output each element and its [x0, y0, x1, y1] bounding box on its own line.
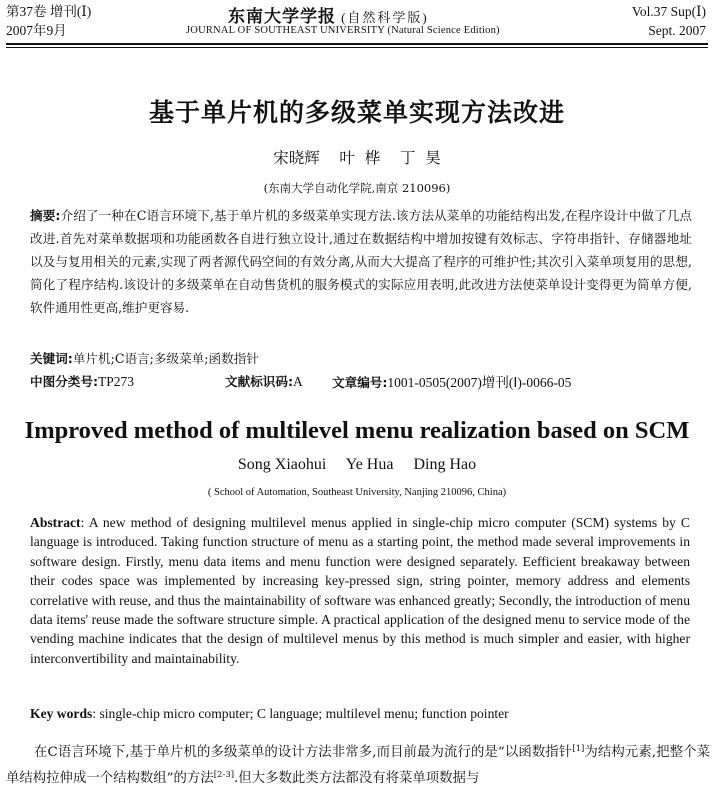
journal-edition-cn: (自然科学版)	[341, 10, 429, 25]
abstract-cn	[30, 204, 692, 319]
doccode-label: 文献标识码:	[225, 374, 294, 389]
volume-en: Vol.37 Sup(Ⅰ)	[631, 4, 706, 19]
authors-cn: 宋晓辉 叶 桦 丁 昊	[273, 149, 441, 167]
keywords-label-cn: 关键词:	[30, 351, 73, 366]
body-text-a: 在C语言环境下,基于单片机的多级菜单的设计方法非常多,而目前最为流行的是“以函数指针	[34, 745, 573, 760]
keywords-cn	[30, 348, 259, 367]
date-cn: 2007年9月	[6, 23, 67, 38]
keywords-text-en: : single-chip micro computer; C language; multilevel menu; function pointer	[92, 706, 509, 721]
body-text-b: 为结构元素,把整个菜单结构拉伸成一个结构数组”的方法	[6, 745, 710, 786]
body-text-c: .但大多数此类方法都没有将菜单项数据与	[234, 771, 480, 786]
affiliation-cn: (东南大学自动化学院,南京 210096)	[263, 181, 451, 195]
paper-title-cn: 基于单片机的多级菜单实现方法改进	[148, 98, 565, 127]
document-code	[225, 371, 303, 390]
body-paragraph-1	[6, 740, 710, 792]
article-label: 文章编号:	[332, 375, 388, 390]
keywords-en	[30, 706, 509, 722]
citation-2-3: [2-3]	[213, 770, 235, 780]
citation-1: [1]	[572, 744, 585, 754]
journal-name-cn: 东南大学学报	[228, 7, 336, 27]
keywords-label-en: Key words	[30, 706, 93, 721]
date-en: Sept. 2007	[648, 23, 706, 38]
authors-en: Song Xiaohui Ye Hua Ding Hao	[237, 456, 477, 473]
abstract-label-en: Abstract	[30, 515, 81, 530]
clc-number	[30, 371, 134, 390]
journal-title-en: JOURNAL OF SOUTHEAST UNIVERSITY (Natural Science Edition)	[186, 25, 500, 36]
clc-label: 中图分类号:	[30, 374, 99, 389]
journal-title-cn	[228, 2, 429, 27]
abstract-en	[30, 513, 690, 668]
doccode-value: A	[293, 374, 303, 389]
volume-cn: 第37卷 增刊(Ⅰ)	[6, 4, 92, 19]
abstract-text-cn: 介绍了一种在C语言环境下,基于单片机的多级菜单实现方法.该方法从菜单的功能结构出发,在程序设计中做了几点改进.首先对菜单数据项和功能函数各自进行独立设计,通过在数据结构中增加按键有效标志、字符串指针、存储器地址以及与复用相关的元素,实现了两者源代码空间的有效分离,从而大大提高了程序的可维护性;其次引入菜单项复用的思想,简化了程序结构.该设计的多级菜单在自动售货机的服务模式的实际应用表明,此改进方法使菜单设计变得更为简单方便,软件通用性更高,维护更容易.	[30, 208, 692, 315]
affiliation-en: ( School of Automation, Southeast University, Nanjing 210096, China)	[207, 487, 507, 498]
keywords-text-cn: 单片机;C语言;多级菜单;函数指针	[72, 351, 259, 366]
clc-value: TP273	[98, 374, 135, 389]
abstract-text-en: : A new method of designing multilevel menus applied in single-chip micro computer (SCM) systems by C language is introduced. Taking function structure of menu as a starting point, the method made several improvements in software design. Firstly, menu data items and menu function were designed separately. Eefficient breakaway between their codes space was implemented by increasing key-pressed sign, string pointer, memory address and elements correlative with reuse, and thus the maintainability of software was enhanced greatly; Secondly, the introduction of menu data items' reuse made the software structure simple. A practical application of the designed menu to service mode of the vending machine indicates that the design of multilevel menus by this method is much simpler and easier, with higher interconvertibility and maintainability.	[30, 515, 690, 666]
article-value: 1001-0505(2007)增刊(Ⅰ)-0066-05	[387, 375, 572, 390]
abstract-label-cn: 摘要:	[30, 208, 61, 223]
article-number	[332, 371, 571, 391]
header-rule-thin	[6, 47, 708, 48]
header-rule-thick	[6, 43, 708, 45]
paper-title-en: Improved method of multilevel menu realization based on SCM	[24, 417, 690, 444]
